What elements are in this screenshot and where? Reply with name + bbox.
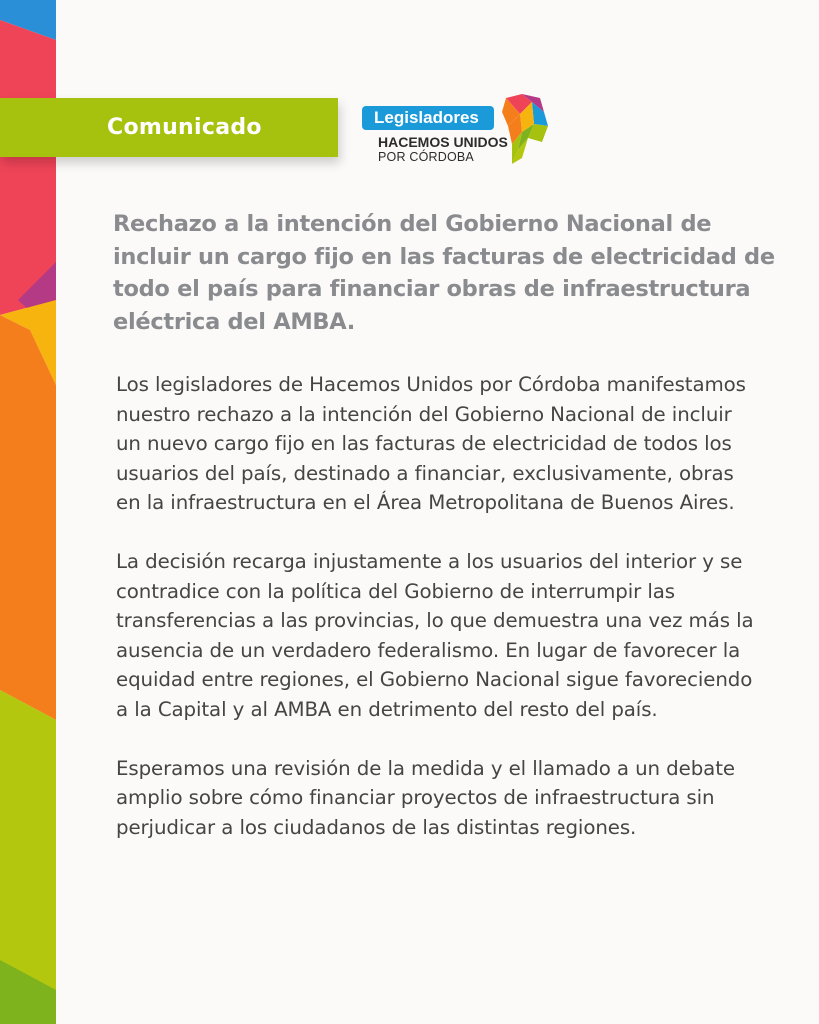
logo-pill bbox=[362, 106, 494, 130]
body-paragraph: Los legisladores de Hacemos Unidos por Córdoba manifestamos nuestro rechazo a la intención del Gobierno Nacional de incluir un nuevo cargo fijo en las facturas de electricidad de todos los usuarios del país, destinado a financiar, exclusivamente, obras en la infraestructura en el Área Metropolitana de Buenos Aires. bbox=[116, 373, 746, 514]
hacemos-unidos-logo bbox=[362, 92, 552, 168]
body-paragraph: Esperamos una revisión de la medida y el llamado a un debate amplio sobre cómo financiar proyectos de infraestructura sin perjudicar a los ciudadanos de las distintas regiones. bbox=[116, 756, 735, 839]
communique-body bbox=[116, 370, 756, 872]
communique-headline: Rechazo a la intención del Gobierno Nacional de incluir un cargo fijo en las facturas de electricidad de todo el país para financiar obras de infraestructura eléctrica del AMBA. bbox=[113, 211, 775, 335]
logo-hacemos-unidos-text: HACEMOS UNIDOS bbox=[378, 134, 508, 150]
cordoba-map-icon bbox=[492, 92, 552, 168]
banner-label: Comunicado bbox=[107, 115, 262, 140]
logo-por-cordoba-text: POR CÓRDOBA bbox=[378, 150, 474, 164]
comunicado-banner bbox=[0, 98, 338, 157]
logo-legisladores-text: Legisladores bbox=[374, 108, 479, 127]
body-paragraph: La decisión recarga injustamente a los usuarios del interior y se contradice con la política del Gobierno de interrumpir las transferencias a las provincias, lo que demuestra una vez más la ausencia de un verdadero federalismo. En lugar de favorecer la equidad entre regiones, el Gobierno Nacional sigue favoreciendo a la Capital y al AMBA en detrimento del resto del país. bbox=[116, 550, 754, 721]
